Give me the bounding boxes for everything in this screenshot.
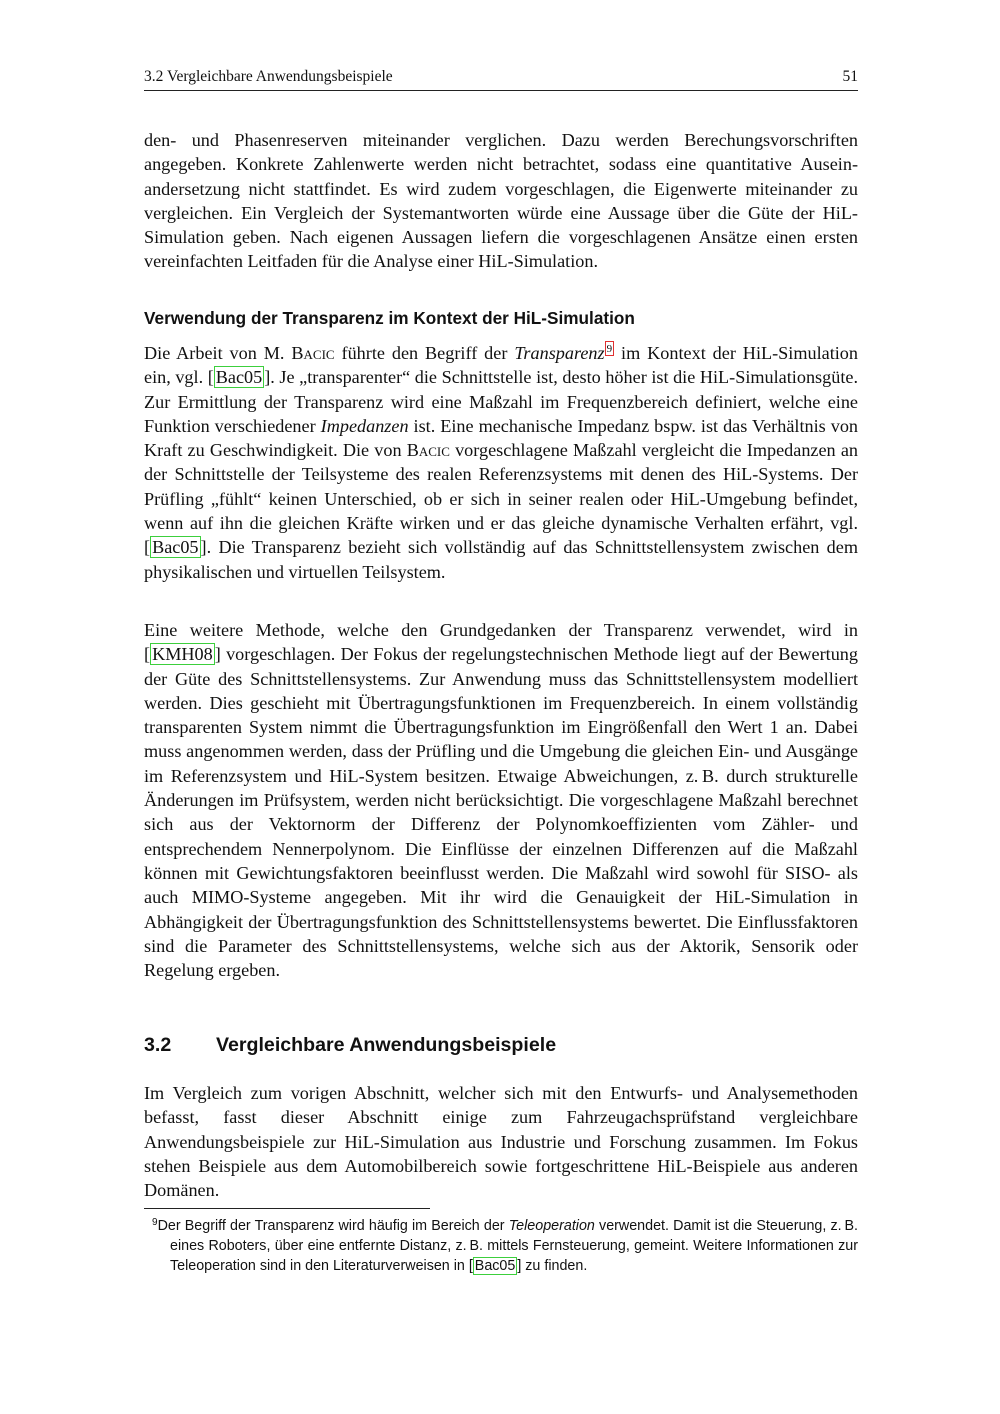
citation-link[interactable]: KMH08	[152, 644, 213, 665]
footnote-mark: 9	[152, 1217, 158, 1228]
p3-text: Eine weitere Methode, welche den Grundgedanken der Transparenz verwendet, wird in [	[144, 620, 858, 665]
term-teleoperation: Teleoperation	[508, 1218, 595, 1234]
term-transparenz: Transparenz	[514, 343, 605, 363]
section-title: Vergleichbare Anwendungsbeispiele	[216, 1034, 557, 1056]
p2-text: vorgeschlagene Maßzahl vergleicht die Impedanzen an der Schnittstelle der Teilsysteme des realen Referenzsystems mit denen des HiL-Systems. Der Prüfling „fühlt“ keinen Unterschied, ob er sich in seiner realen oder HiL-Umgebung befindet, wenn auf ihn die gleichen Kräfte wirken und er das gleiche dynamische Verhalten erfährt, vgl. [	[144, 440, 858, 558]
footnote-text: ] zu finden.	[517, 1258, 588, 1274]
running-title: 3.2 Vergleichbare Anwendungsbeispiele	[144, 68, 393, 85]
page-number: 51	[842, 68, 858, 85]
author-name: Bacic	[291, 343, 335, 363]
p2-text: Die Arbeit von M.	[144, 343, 292, 363]
citation-link[interactable]: Bac05	[152, 537, 199, 558]
footnote-text: verwendet. Damit ist die Steuerung, z. B. eines Roboters, über eine entfernte Distanz, z. B. mittels Fernsteuerung, gemeint. Weitere Informationen zur Teleoperation sind in den Literaturverweisen in [	[170, 1218, 858, 1274]
running-header	[144, 66, 858, 91]
citation-link[interactable]: Bac05	[474, 1258, 516, 1274]
citation-link[interactable]: Bac05	[215, 367, 263, 388]
p2-text: im Kontext der HiL-Simulation ein, vgl. [	[144, 343, 858, 388]
footnote-text: Der Begriff der Transparenz wird häufig im Bereich der	[157, 1218, 509, 1234]
paragraph-1: den- und Phasenreserven miteinander verglichen. Dazu werden Berechungsvorschriften angegeben. Konkrete Zahlenwerte werden nicht betrachtet, sodass eine quantitative Auseinandersetzung nicht stattfindet. Es wird zudem vorgeschlagen, die Eigenwerte miteinander zu vergleichen. Ein Vergleich der Systemantworten würde eine Aussage über die Güte der HiL-Simulation geben. Nach eigenen Aussagen liefern die vorgeschlagenen Ansätze einen ersten vereinfachten Leitfaden für die Analyse einer HiL-Simulation.	[144, 130, 858, 272]
section-number: 3.2	[144, 1034, 172, 1056]
p2-text: führte den Begriff der	[334, 343, 515, 363]
paragraph-2	[144, 341, 858, 584]
subsection-heading: Verwendung der Transparenz im Kontext der HiL-Simulation	[144, 308, 635, 328]
footnote-rule	[144, 1208, 430, 1209]
p2-text: ist. Eine mechanische Impedanz bspw. ist das Verhältnis von Kraft zu Geschwindigkeit. Die von	[144, 415, 859, 461]
section-heading	[144, 1033, 858, 1057]
term-impedanzen: Impedanzen	[320, 415, 409, 436]
footnote	[144, 1213, 858, 1276]
paragraph-3	[144, 618, 858, 982]
p2-text: ]. Die Transparenz bezieht sich vollständig auf das Schnittstellensystem zwischen dem physikalischen und virtuellen Teilsystem.	[144, 537, 858, 582]
author-name: Bacic	[406, 440, 450, 461]
p3-text: ] vorgeschlagen. Der Fokus der regelungstechnischen Methode liegt auf der Bewertung der Güte des Schnittstellensystems. Zur Anwendung muss das Schnittstellensystem modelliert werden. Dies geschieht mit Übertragungsfunktionen im Frequenzbereich. In einem vollständig transparenten System nimmt die Übertragungsfunktion im Eingrößenfall den Wert 1 an. Dabei muss angenommen werden, dass der Prüfling und die Umgebung die gleichen Ein- und Ausgänge im Referenzsystem und HiL-System besitzen. Etwaige Abweichungen, z. B. durch strukturelle Änderungen im Prüfsystem, werden nicht berücksichtigt. Die vorgeschlagene Maßzahl berechnet sich aus der Vektornorm der Differenz der Polynomkoeffizienten vom Zähler- und entsprechendem Nennerpolynom. Die Einflüsse der einzelnen Differenzen auf die Maßzahl können mit Gewichtungsfaktoren beeinflusst werden. Die Maßzahl wird sowohl für SISO- als auch MIMO-Systeme angegeben. Mit ihr wird die Genauigkeit der HiL-Simulation in Abhängigkeit der Übertragungsfunktion des Schnittstellensystems bewertet. Die Einflussfaktoren sind die Parameter des Schnittstellensystems, welche sich aus der Aktorik, Sensorik oder Regelung ergeben.	[144, 644, 858, 981]
footnote-link[interactable]: 9	[606, 343, 613, 355]
paragraph-4: Im Vergleich zum vorigen Abschnitt, welcher sich mit den Entwurfs- und Analysemethoden befasst, fasst dieser Abschnitt einige zum Fahrzeugachsprüfstand vergleichbare Anwendungsbeispiele zur HiL-Simulation aus Industrie und Forschung zusammen. Im Fokus stehen Beispiele aus dem Automobilbereich sowie fortgeschrittene HiL-Beispiele aus anderen Domänen.	[144, 1083, 858, 1201]
p2-text: ]. Je „transparenter“ die Schnittstelle ist, desto höher ist die HiL-Simulationsgüte. Zur Ermittlung der Transparenz wird eine Maßzahl im Frequenzbereich definiert, welche eine Funktion verschiedener	[144, 367, 858, 436]
